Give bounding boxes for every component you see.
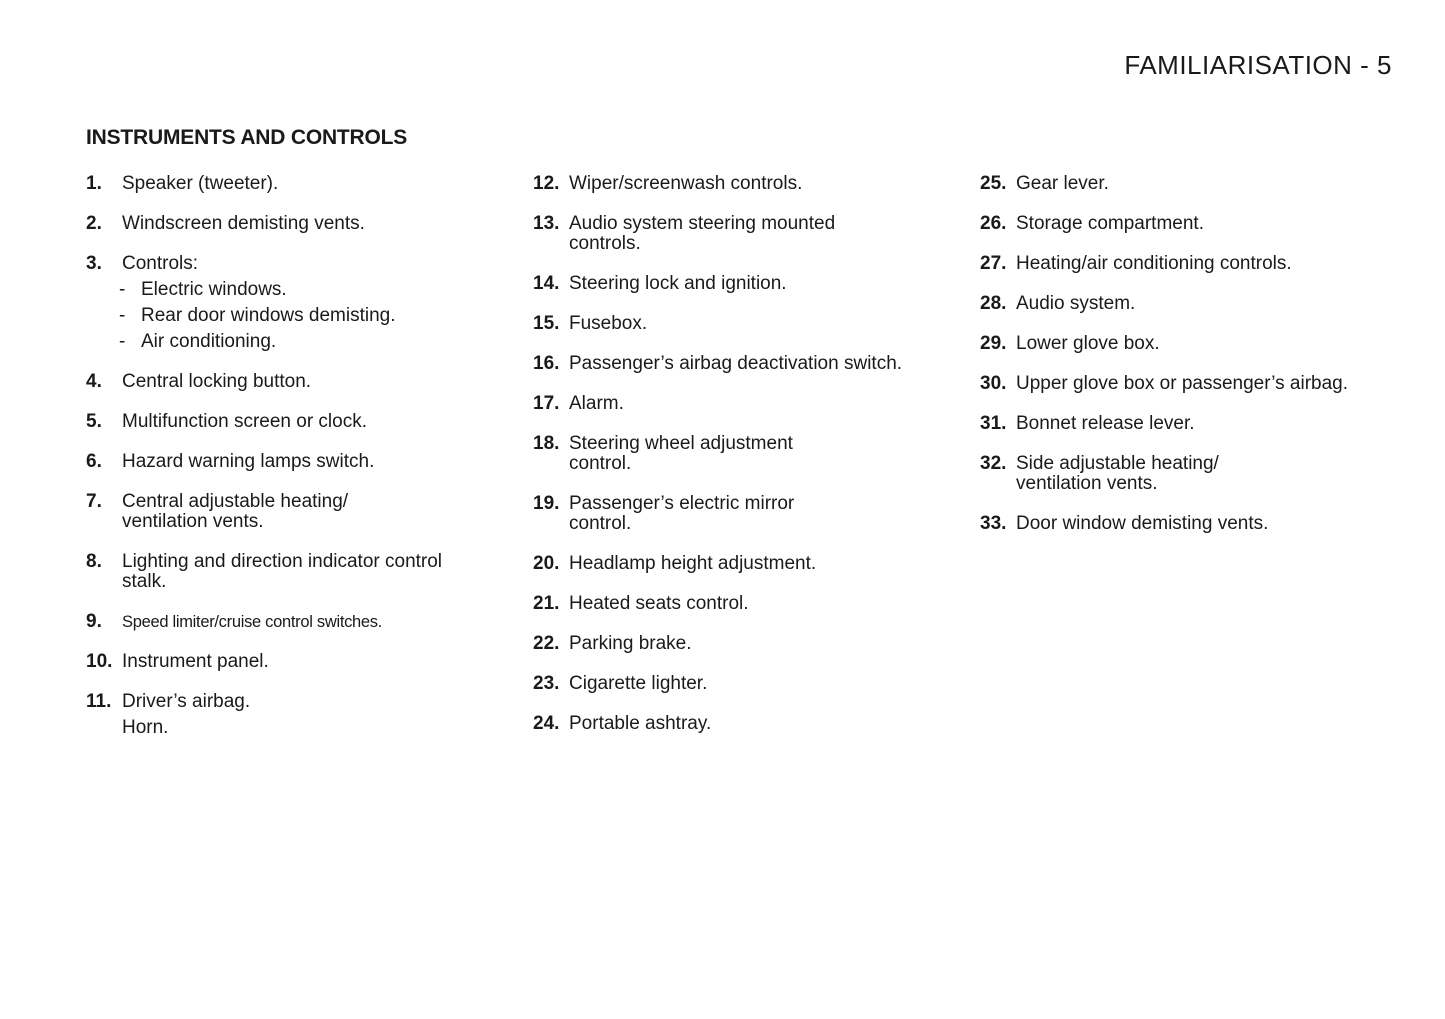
item-text: Steering wheel adjustment control. xyxy=(569,433,793,474)
legend-column-3 xyxy=(980,174,1400,554)
legend-column-2 xyxy=(533,174,933,754)
item-number: 14. xyxy=(533,273,560,294)
legend-item-21 xyxy=(533,594,933,614)
sublist-item: - Electric windows. xyxy=(119,279,287,300)
legend-item-19 xyxy=(533,494,933,534)
legend-item-8 xyxy=(86,552,486,592)
legend-item-10 xyxy=(86,652,486,672)
legend-item-14 xyxy=(533,274,933,294)
item-text: Upper glove box or passenger’s airbag. xyxy=(1016,373,1348,394)
item-text: Portable ashtray. xyxy=(569,713,712,734)
item-number: 18. xyxy=(533,433,560,454)
item-text: Windscreen demisting vents. xyxy=(122,213,365,234)
item-number: 23. xyxy=(533,673,560,694)
legend-item-1 xyxy=(86,174,486,194)
item-number: 27. xyxy=(980,253,1007,274)
item-text: Side adjustable heating/ ventilation vents. xyxy=(1016,453,1219,494)
item-number: 10. xyxy=(86,651,113,672)
item-number: 6. xyxy=(86,451,102,472)
legend-item-5 xyxy=(86,412,486,432)
item-text: Controls: xyxy=(122,253,199,274)
item-text: Storage compartment. xyxy=(1016,213,1204,234)
item-text: Headlamp height adjustment. xyxy=(569,553,817,574)
legend-item-23 xyxy=(533,674,933,694)
item-number: 8. xyxy=(86,551,102,572)
item-number: 4. xyxy=(86,371,102,392)
item-number: 2. xyxy=(86,213,102,234)
legend-item-4 xyxy=(86,372,486,392)
sublist-item-text: Electric windows. xyxy=(141,279,287,300)
item-number: 28. xyxy=(980,293,1007,314)
item-number: 29. xyxy=(980,333,1007,354)
item-text: Cigarette lighter. xyxy=(569,673,708,694)
item-number: 21. xyxy=(533,593,560,614)
sublist-item: - Rear door windows demisting. xyxy=(119,305,396,326)
item-text: Passenger’s electric mirror control. xyxy=(569,493,795,534)
legend-item-18 xyxy=(533,434,933,474)
item-text: Steering lock and ignition. xyxy=(569,273,787,294)
item-number: 12. xyxy=(533,173,560,194)
item-text: Wiper/screenwash controls. xyxy=(569,173,803,194)
legend-column-1 xyxy=(86,174,486,758)
legend-item-15 xyxy=(533,314,933,334)
legend-item-31 xyxy=(980,414,1400,434)
legend-item-22 xyxy=(533,634,933,654)
controls-sublist xyxy=(119,280,486,352)
item-text: Lower glove box. xyxy=(1016,333,1160,354)
item-number: 19. xyxy=(533,493,560,514)
item-number: 33. xyxy=(980,513,1007,534)
item-number: 5. xyxy=(86,411,102,432)
item-text: Hazard warning lamps switch. xyxy=(122,451,375,472)
item-extra-text: Horn. xyxy=(122,717,169,738)
sublist-item-text: Rear door windows demisting. xyxy=(141,305,396,326)
item-text: Central adjustable heating/ ventilation vents. xyxy=(122,491,349,532)
item-text: Heating/air conditioning controls. xyxy=(1016,253,1292,274)
item-text: Door window demisting vents. xyxy=(1016,513,1269,534)
legend-item-7 xyxy=(86,492,486,532)
item-number: 7. xyxy=(86,491,102,512)
item-text: Alarm. xyxy=(569,393,624,414)
item-number: 3. xyxy=(86,253,102,274)
legend-item-17 xyxy=(533,394,933,414)
item-text: Central locking button. xyxy=(122,371,312,392)
legend-item-12 xyxy=(533,174,933,194)
item-number: 32. xyxy=(980,453,1007,474)
item-number: 30. xyxy=(980,373,1007,394)
item-text: Instrument panel. xyxy=(122,651,269,672)
item-text: Audio system steering mounted controls. xyxy=(569,213,836,254)
item-number: 24. xyxy=(533,713,560,734)
legend-item-13 xyxy=(533,214,933,254)
item-number: 17. xyxy=(533,393,560,414)
legend-item-26 xyxy=(980,214,1400,234)
item-number: 13. xyxy=(533,213,560,234)
legend-item-25 xyxy=(980,174,1400,194)
legend-item-20 xyxy=(533,554,933,574)
legend-item-29 xyxy=(980,334,1400,354)
page-header: FAMILIARISATION - 5 xyxy=(1124,50,1392,80)
item-text: Multifunction screen or clock. xyxy=(122,411,367,432)
item-number: 22. xyxy=(533,633,560,654)
item-number: 9. xyxy=(86,611,102,632)
legend-item-27 xyxy=(980,254,1400,274)
item-number: 16. xyxy=(533,353,560,374)
item-number: 20. xyxy=(533,553,560,574)
legend-item-2 xyxy=(86,214,486,234)
item-text: Bonnet release lever. xyxy=(1016,413,1195,434)
item-number: 1. xyxy=(86,173,102,194)
item-number: 25. xyxy=(980,173,1007,194)
item-text: Speed limiter/cruise control switches. xyxy=(122,613,383,631)
item-text: Audio system. xyxy=(1016,293,1136,314)
sublist-item-text: Air conditioning. xyxy=(141,331,277,352)
item-text: Lighting and direction indicator control stalk. xyxy=(122,551,443,592)
item-text: Parking brake. xyxy=(569,633,692,654)
item-text: Gear lever. xyxy=(1016,173,1109,194)
item-text: Passenger’s airbag deactivation switch. xyxy=(569,353,903,374)
item-number: 15. xyxy=(533,313,560,334)
item-text: Heated seats control. xyxy=(569,593,749,614)
legend-item-32 xyxy=(980,454,1400,494)
sublist-item: - Air conditioning. xyxy=(119,331,277,352)
item-text: Speaker (tweeter). xyxy=(122,173,279,194)
legend-item-6 xyxy=(86,452,486,472)
legend-item-28 xyxy=(980,294,1400,314)
legend-item-30 xyxy=(980,374,1400,394)
legend-item-24 xyxy=(533,714,933,734)
legend-item-11 xyxy=(86,692,486,738)
item-number: 31. xyxy=(980,413,1007,434)
legend-item-16 xyxy=(533,354,933,374)
section-title: INSTRUMENTS AND CONTROLS xyxy=(86,126,408,149)
legend-item-33 xyxy=(980,514,1400,534)
item-number: 11. xyxy=(86,691,112,712)
item-text: Fusebox. xyxy=(569,313,648,334)
legend-item-3 xyxy=(86,254,486,352)
item-number: 26. xyxy=(980,213,1007,234)
item-text: Driver’s airbag. xyxy=(122,691,251,712)
legend-item-9 xyxy=(86,612,486,632)
